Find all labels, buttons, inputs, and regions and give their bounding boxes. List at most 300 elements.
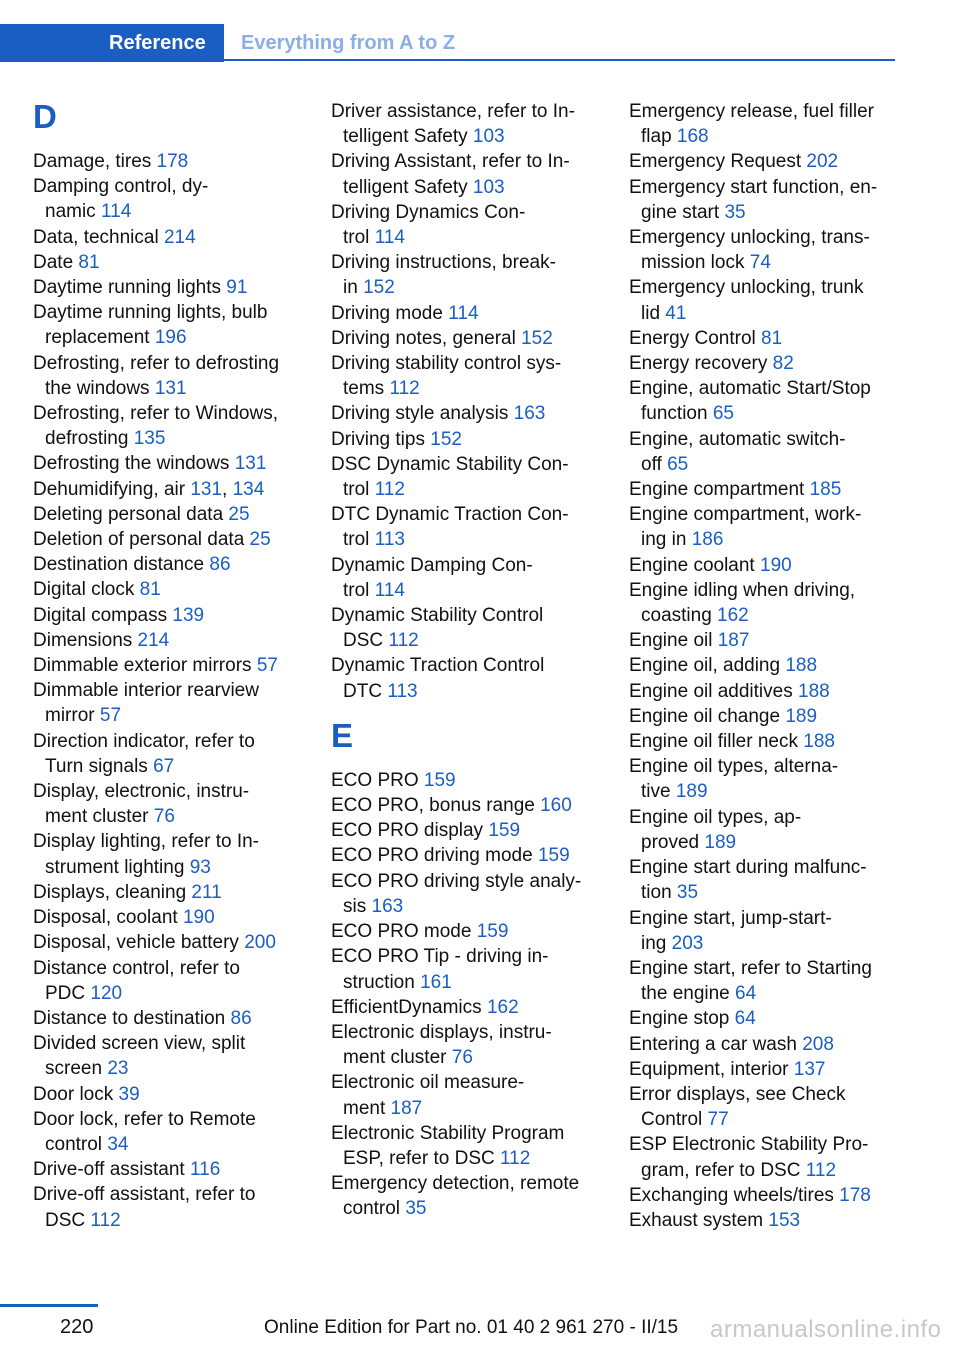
- index-entry: [33, 754, 309, 779]
- index-entry: [331, 250, 607, 275]
- page-reference-link[interactable]: 161: [420, 971, 452, 993]
- page-reference-link[interactable]: 189: [785, 705, 818, 727]
- index-entry-term: Driving mode: [331, 302, 449, 324]
- index-entry-term: Defrosting the windows: [33, 453, 235, 475]
- page-reference-link[interactable]: 113: [374, 529, 405, 551]
- index-entry-term: tion: [641, 882, 677, 904]
- index-entry-term: Turn signals: [45, 755, 154, 777]
- index-entry: [33, 829, 309, 854]
- index-column-3: [629, 99, 905, 1233]
- index-entry-term: Dimmable exterior mirrors: [33, 655, 257, 677]
- page-reference-link[interactable]: 81: [761, 327, 783, 349]
- index-entry-term: ing: [641, 932, 672, 954]
- index-entry: [33, 300, 309, 325]
- index-entry-term: Dynamic Stability Control: [331, 605, 544, 627]
- index-entry: [33, 1082, 309, 1107]
- index-entry: [629, 603, 905, 628]
- index-entry-term: DTC Dynamic Traction Con-: [331, 504, 569, 526]
- index-entry-term: Emergency release, fuel filler: [629, 101, 874, 122]
- index-entry: [629, 855, 905, 880]
- page-reference-link[interactable]: 188: [798, 680, 830, 702]
- index-entry-term: Electronic oil measure-: [331, 1072, 525, 1094]
- page-reference-link[interactable]: 91: [226, 277, 248, 299]
- index-entry: [331, 944, 607, 969]
- edition-note: Online Edition for Part no. 01 40 2 961 270 - II/15: [264, 1317, 679, 1338]
- index-entry: [629, 99, 905, 124]
- index-entry: [629, 830, 905, 855]
- index-entry-term: Engine start, refer to Starting: [629, 957, 872, 979]
- footer-rule: [0, 1304, 98, 1307]
- index-entry: [33, 502, 309, 527]
- page-reference-link[interactable]: 188: [785, 655, 818, 677]
- index-entry: [331, 149, 607, 174]
- index-entry: [629, 1057, 905, 1082]
- index-entry: [33, 351, 309, 376]
- index-entry: [331, 200, 607, 225]
- index-entry: [33, 1107, 309, 1132]
- index-entry: [33, 1031, 309, 1056]
- index-entry-term: Defrosting, refer to Windows,: [33, 403, 278, 425]
- page-reference-link[interactable]: 139: [172, 604, 205, 626]
- index-entry-term: the engine: [641, 983, 736, 1005]
- index-entry-term: Emergency unlocking, trunk: [629, 277, 864, 299]
- page-reference-link[interactable]: 112: [805, 1159, 837, 1181]
- index-entry: [331, 1045, 607, 1070]
- index-entry-term: telligent Safety: [343, 126, 473, 148]
- index-entry-term: strument lighting: [45, 856, 190, 878]
- index-entry: [331, 1171, 607, 1196]
- page-reference-link[interactable]: 187: [717, 630, 750, 652]
- index-entry-term: Door lock: [33, 1083, 119, 1105]
- index-entry-term: Engine oil: [629, 630, 718, 652]
- index-entry-term: Driving style analysis: [331, 403, 514, 425]
- index-entry-term: Engine compartment: [629, 479, 810, 501]
- index-entry-term: Dehumidifying, air: [33, 478, 191, 500]
- index-entry: [33, 477, 309, 502]
- index-entry-term: control: [343, 1198, 406, 1220]
- page-reference-link[interactable]: 189: [675, 781, 708, 803]
- index-entry: [33, 981, 309, 1006]
- index-entry: [331, 653, 607, 678]
- page-reference-link[interactable]: 103: [472, 126, 505, 148]
- index-entry-term: Driving Dynamics Con-: [331, 201, 526, 223]
- index-entry: [331, 919, 607, 944]
- page-reference-link[interactable]: 35: [676, 882, 699, 904]
- section-spacer: [331, 704, 607, 718]
- index-entry-term: Engine idling when driving,: [629, 579, 856, 601]
- page-reference-link[interactable]: 112: [374, 479, 405, 501]
- index-entry-term: Emergency start function, en-: [629, 176, 878, 198]
- page-reference-link[interactable]: 178: [839, 1184, 871, 1206]
- index-column-2: [331, 99, 607, 1222]
- index-letter-heading: E: [331, 716, 354, 754]
- page-reference-link[interactable]: 35: [405, 1198, 427, 1220]
- page-reference-link[interactable]: 131: [234, 453, 267, 475]
- page-separator: ,: [222, 478, 233, 500]
- page-reference-link[interactable]: 39: [118, 1083, 140, 1105]
- index-entry-term: coasting: [641, 605, 718, 627]
- index-entry: [331, 894, 607, 919]
- page-reference-link[interactable]: 187: [390, 1097, 423, 1119]
- index-entry-term: ECO PRO Tip - driving in-: [331, 946, 549, 968]
- index-entry: [331, 970, 607, 995]
- index-entry-term: ment cluster: [45, 806, 154, 828]
- page-reference-link[interactable]: 188: [803, 731, 835, 753]
- index-entry-term: trol: [343, 529, 375, 551]
- page-reference-link[interactable]: 162: [717, 605, 749, 627]
- index-entry: [331, 843, 607, 868]
- index-entry: [629, 301, 905, 326]
- index-letter-heading: D: [33, 98, 57, 135]
- index-entry-term: gine start: [641, 201, 725, 223]
- page-reference-link[interactable]: 81: [139, 579, 161, 601]
- index-entry: [33, 1132, 309, 1157]
- index-entry: [331, 1096, 607, 1121]
- index-entry-term: Emergency Request: [629, 151, 807, 173]
- page-reference-link[interactable]: 64: [735, 983, 757, 1005]
- index-entry-term: Driving tips: [331, 428, 431, 450]
- page-reference-link[interactable]: 160: [540, 795, 572, 817]
- index-entry: [33, 653, 309, 678]
- index-entry-term: Direction indicator, refer to: [33, 730, 255, 752]
- page-reference-link[interactable]: 131: [154, 377, 187, 399]
- index-entry: [331, 603, 607, 628]
- page-reference-link[interactable]: 112: [389, 378, 420, 400]
- index-entry: [629, 956, 905, 981]
- index-entry: [331, 502, 607, 527]
- page-number: 220: [60, 1316, 94, 1338]
- index-entry: [33, 703, 309, 728]
- index-entry-term: Displays, cleaning: [33, 881, 192, 903]
- index-entry-term: Digital clock: [33, 579, 140, 601]
- page-reference-link[interactable]: 214: [163, 226, 196, 248]
- index-entry-term: Destination distance: [33, 554, 210, 576]
- index-entry: [331, 99, 607, 124]
- index-entry-term: PDC: [45, 982, 91, 1004]
- page-reference-link[interactable]: 190: [760, 554, 792, 576]
- index-entry-term: Engine start during malfunc-: [629, 857, 867, 879]
- page-reference-link[interactable]: 152: [521, 327, 553, 349]
- page-reference-link[interactable]: 152: [363, 277, 395, 299]
- index-entry-term: trol: [343, 579, 375, 601]
- index-entry: [33, 1182, 309, 1207]
- page-reference-link[interactable]: 41: [665, 302, 687, 324]
- index-entry: [33, 225, 309, 250]
- index-entry: [629, 880, 905, 905]
- index-entry-term: Engine oil, adding: [629, 655, 786, 677]
- index-entry: [629, 452, 905, 477]
- index-entry-term: ECO PRO, bonus range: [331, 795, 541, 817]
- index-entry-term: Distance to destination: [33, 1007, 231, 1029]
- index-entry: [629, 729, 905, 754]
- page-reference-link[interactable]: 168: [676, 126, 709, 148]
- index-entry: [331, 869, 607, 894]
- index-entry: [33, 552, 309, 577]
- index-entry-term: ment: [343, 1097, 391, 1119]
- index-entry-term: ECO PRO driving mode: [331, 845, 538, 867]
- page-reference-link[interactable]: 114: [100, 201, 132, 223]
- index-entry: [629, 427, 905, 452]
- index-entry-term: mission lock: [641, 252, 750, 274]
- index-entry: [33, 325, 309, 350]
- page-reference-link[interactable]: 189: [704, 831, 737, 853]
- page-reference-link[interactable]: 196: [154, 327, 187, 349]
- index-entry-term: Energy recovery: [629, 353, 773, 375]
- page-reference-link[interactable]: 65: [667, 453, 689, 475]
- index-entry-term: Drive-off assistant: [33, 1159, 190, 1181]
- index-entry: [33, 1157, 309, 1182]
- index-entry-term: ECO PRO: [331, 769, 424, 791]
- page-reference-link[interactable]: 103: [472, 176, 505, 198]
- page-reference-link[interactable]: 135: [133, 428, 166, 450]
- index-entry: [33, 804, 309, 829]
- index-entry: [629, 477, 905, 502]
- index-entry: [331, 578, 607, 603]
- page-reference-link[interactable]: 112: [500, 1147, 531, 1169]
- index-entry: [629, 1107, 905, 1132]
- index-entry: [629, 1032, 905, 1057]
- index-entry: [629, 200, 905, 225]
- page-reference-link[interactable]: 65: [712, 403, 734, 425]
- page-reference-link[interactable]: 114: [448, 302, 479, 324]
- index-entry: [629, 1208, 905, 1233]
- index-entry-term: lid: [641, 302, 666, 324]
- index-entry-term: Engine oil filler neck: [629, 731, 804, 753]
- index-entry: [33, 905, 309, 930]
- page-reference-link[interactable]: 203: [671, 932, 704, 954]
- index-entry: [629, 1006, 905, 1031]
- index-entry-term: Dimensions: [33, 629, 138, 651]
- index-entry-term: Date: [33, 251, 79, 273]
- page-reference-link[interactable]: 76: [451, 1047, 473, 1069]
- index-entry-term: Disposal, coolant: [33, 907, 183, 929]
- page-reference-link[interactable]: 190: [182, 907, 215, 929]
- page-reference-link[interactable]: 64: [734, 1008, 756, 1030]
- index-entry: [33, 880, 309, 905]
- index-entry: [629, 376, 905, 401]
- page-reference-link[interactable]: 162: [486, 996, 519, 1018]
- index-entry-term: ment cluster: [343, 1047, 452, 1069]
- index-entry-term: Engine oil additives: [629, 680, 798, 702]
- index-entry-term: Error displays, see Check: [629, 1083, 846, 1105]
- index-entry-term: trol: [343, 227, 375, 249]
- index-entry-term: Engine start, jump-start-: [629, 907, 832, 929]
- index-entry: [33, 956, 309, 981]
- index-entry-term: defrosting: [45, 428, 134, 450]
- index-entry: [629, 1183, 905, 1208]
- index-entry: [629, 527, 905, 552]
- index-entry-term: function: [641, 403, 713, 425]
- page-reference-link[interactable]: 120: [90, 982, 123, 1004]
- index-entry: [33, 376, 309, 401]
- index-entry-term: Exchanging wheels/tires: [629, 1184, 840, 1206]
- page-reference-link[interactable]: 57: [99, 705, 122, 727]
- index-entry-term: Engine oil types, ap-: [629, 806, 802, 828]
- page-reference-link[interactable]: 186: [691, 529, 724, 551]
- page-reference-link[interactable]: 208: [802, 1033, 834, 1055]
- page-reference-link[interactable]: 163: [513, 403, 546, 425]
- index-entry-term: Damping control, dy-: [33, 176, 209, 198]
- page-reference-link[interactable]: 178: [156, 151, 189, 172]
- page-reference-link[interactable]: 185: [809, 479, 842, 501]
- index-entry: [629, 275, 905, 300]
- page-reference-link[interactable]: 163: [371, 895, 404, 917]
- index-entry: [33, 729, 309, 754]
- index-entry: [629, 704, 905, 729]
- page-reference-link[interactable]: 93: [189, 856, 211, 878]
- index-entry: [331, 401, 607, 426]
- page-reference-link[interactable]: 214: [137, 629, 170, 651]
- page-reference-link[interactable]: 35: [724, 201, 746, 223]
- index-entry-term: mirror: [45, 705, 100, 727]
- page-reference-link[interactable]: 86: [230, 1007, 252, 1029]
- index-entry-term: sis: [343, 895, 372, 917]
- page-reference-link[interactable]: 114: [374, 579, 405, 601]
- index-entry-term: telligent Safety: [343, 176, 473, 198]
- index-entry: [331, 275, 607, 300]
- page-reference-link[interactable]: 159: [423, 769, 456, 791]
- index-entry-term: ESP, refer to DSC: [343, 1147, 500, 1169]
- index-column-1: [33, 99, 309, 1233]
- page-reference-link[interactable]: 77: [707, 1109, 729, 1131]
- page-reference-link[interactable]: 86: [209, 554, 231, 576]
- index-entry: [331, 124, 607, 149]
- page-reference-link[interactable]: 159: [476, 921, 509, 943]
- index-entry: [629, 502, 905, 527]
- page-reference-link[interactable]: 82: [772, 353, 794, 375]
- index-entry-term: Dimmable interior rearview: [33, 680, 259, 702]
- index-entry-term: control: [45, 1133, 108, 1155]
- index-entry-term: Exhaust system: [629, 1209, 769, 1231]
- index-entry-term: ing in: [641, 529, 692, 551]
- page-reference-link[interactable]: 76: [153, 806, 175, 828]
- index-entry: [629, 175, 905, 200]
- page-reference-link[interactable]: 74: [749, 252, 771, 274]
- index-entry: [629, 981, 905, 1006]
- index-entry-term: Electronic Stability Program: [331, 1122, 565, 1144]
- index-entry-term: in: [343, 277, 364, 299]
- index-entry-term: Dynamic Traction Control: [331, 655, 545, 677]
- page-reference-link[interactable]: 211: [191, 881, 222, 903]
- index-entry: [629, 351, 905, 376]
- page-reference-link[interactable]: 159: [537, 845, 570, 867]
- index-entry-term: Digital compass: [33, 604, 173, 626]
- index-entry: [331, 628, 607, 653]
- index-entry-term: proved: [641, 831, 705, 853]
- index-entry-term: Equipment, interior: [629, 1058, 794, 1080]
- index-entry-term: Engine oil types, alterna-: [629, 756, 839, 778]
- page-reference-link[interactable]: 81: [78, 251, 100, 273]
- index-entry: [331, 301, 607, 326]
- page-reference-link[interactable]: 112: [388, 630, 419, 652]
- index-entry: [331, 1121, 607, 1146]
- index-entry-term: Engine compartment, work-: [629, 504, 862, 526]
- index-entry: [33, 1056, 309, 1081]
- index-entry-term: trol: [343, 479, 375, 501]
- index-entry-term: DSC Dynamic Stability Con-: [331, 453, 569, 475]
- index-entry-term: Drive-off assistant, refer to: [33, 1184, 256, 1206]
- index-entry: [331, 527, 607, 552]
- page-reference-link[interactable]: 23: [107, 1058, 129, 1080]
- index-entry: [331, 1196, 607, 1221]
- page-reference-link[interactable]: 131: [190, 478, 223, 500]
- index-entry: [629, 401, 905, 426]
- page-reference-link[interactable]: 200: [244, 932, 276, 954]
- index-entry-term: ECO PRO display: [331, 820, 489, 842]
- index-entry: [33, 930, 309, 955]
- index-entry: [331, 793, 607, 818]
- index-entry-term: ECO PRO driving style analy-: [331, 870, 582, 892]
- index-entry-term: namic: [45, 201, 101, 223]
- page-reference-link[interactable]: 159: [488, 820, 521, 842]
- index-entry: [331, 818, 607, 843]
- index-entry-term: Daytime running lights: [33, 277, 227, 299]
- index-entry: [33, 603, 309, 628]
- index-entry: [629, 628, 905, 653]
- index-entry: [33, 1006, 309, 1031]
- index-entry: [331, 376, 607, 401]
- index-entry: [629, 679, 905, 704]
- index-entry-term: struction: [343, 971, 421, 993]
- index-entry-term: flap: [641, 126, 677, 148]
- index-entry: [629, 124, 905, 149]
- index-entry: [33, 527, 309, 552]
- index-entry-term: Engine coolant: [629, 554, 760, 576]
- index-entry-term: Data, technical: [33, 226, 164, 248]
- page-reference-link[interactable]: 57: [256, 655, 278, 677]
- page-header: [0, 24, 895, 62]
- index-entry-term: Driver assistance, refer to In-: [331, 101, 575, 122]
- page-reference-link[interactable]: 202: [806, 151, 839, 173]
- index-entry: [33, 250, 309, 275]
- page-reference-link[interactable]: 116: [189, 1159, 221, 1181]
- page-reference-link[interactable]: 34: [107, 1133, 129, 1155]
- index-entry: [331, 175, 607, 200]
- index-entry-term: Driving stability control sys-: [331, 353, 562, 375]
- index-entry-term: Driving notes, general: [331, 327, 522, 349]
- index-entry-term: tive: [641, 781, 676, 803]
- page-reference-link[interactable]: 25: [249, 529, 271, 551]
- page-reference-link[interactable]: 153: [768, 1209, 801, 1231]
- index-entry: [33, 628, 309, 653]
- subsection-title: Everything from A to Z: [241, 32, 456, 54]
- page-reference-link[interactable]: 134: [232, 478, 265, 500]
- page-reference-link[interactable]: 25: [228, 503, 250, 525]
- page-reference-link[interactable]: 112: [90, 1209, 121, 1231]
- index-entry: [629, 250, 905, 275]
- section-tab-reference: Reference: [0, 24, 224, 62]
- index-entry: [331, 1020, 607, 1045]
- index-entry-term: Display, electronic, instru-: [33, 781, 250, 803]
- index-entry-term: Driving instructions, break-: [331, 252, 556, 274]
- index-entry-term: Engine, automatic Start/Stop: [629, 378, 871, 400]
- index-entry: [629, 779, 905, 804]
- page-reference-link[interactable]: 152: [430, 428, 462, 450]
- index-entry: [331, 995, 607, 1020]
- page-reference-link[interactable]: 137: [793, 1058, 826, 1080]
- index-entry: [33, 451, 309, 476]
- index-entry-term: Entering a car wash: [629, 1033, 803, 1055]
- page-reference-link[interactable]: 114: [374, 227, 405, 249]
- index-entry-term: off: [641, 453, 668, 475]
- index-entry-term: Engine, automatic switch-: [629, 428, 846, 450]
- page-reference-link[interactable]: 67: [153, 755, 175, 777]
- index-entry-term: DSC: [343, 630, 389, 652]
- index-entry: [33, 855, 309, 880]
- index-entry: [629, 578, 905, 603]
- page-reference-link[interactable]: 113: [387, 680, 418, 702]
- index-entry: [629, 553, 905, 578]
